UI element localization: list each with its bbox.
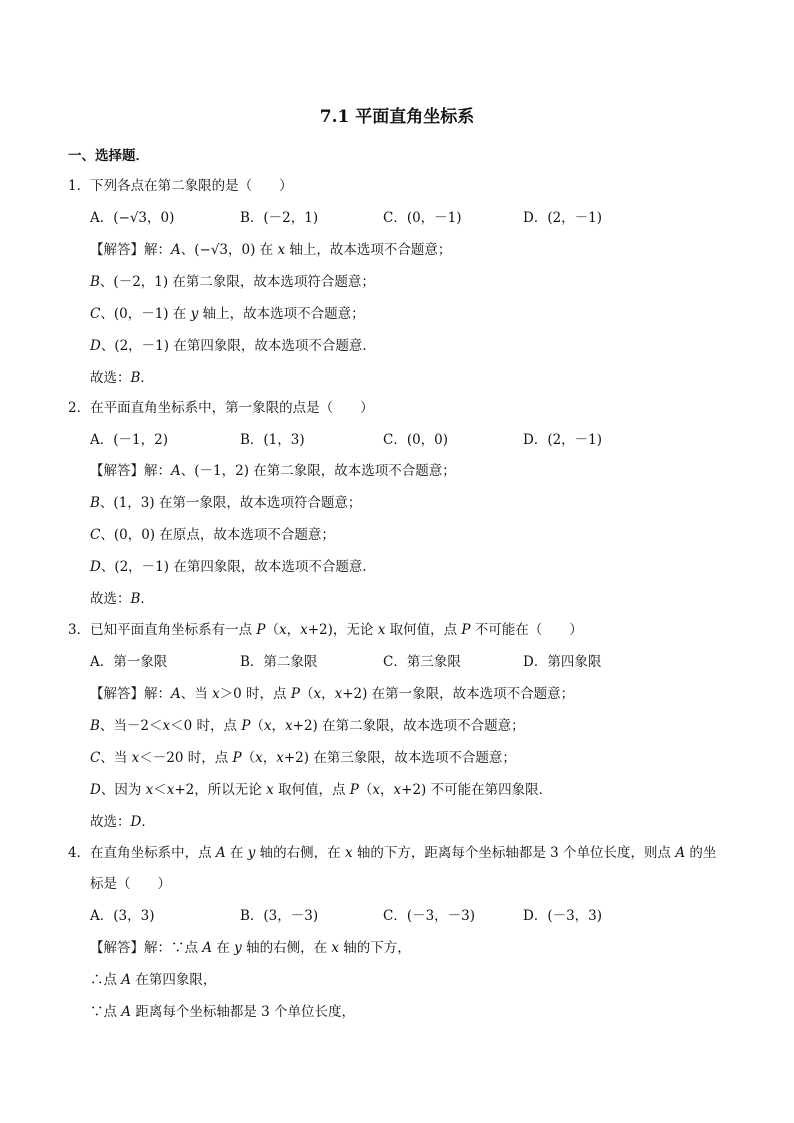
text-fragment: 取何值，点 xyxy=(385,622,462,638)
math-variable: P xyxy=(232,750,242,766)
math-variable: D xyxy=(130,814,142,830)
math-variable: x xyxy=(377,622,386,638)
text-fragment: +2) 在第二象限，故本选项不合题意； xyxy=(292,718,525,734)
text-fragment: ∵点 xyxy=(90,1004,122,1020)
math-variable: x xyxy=(277,242,286,258)
math-variable: x xyxy=(334,686,343,702)
question-3-conclusion xyxy=(90,813,155,831)
text-fragment: 、因为 xyxy=(100,782,146,798)
question-1-answer-line xyxy=(90,241,451,259)
question-2-option-d: D．(2，－1) xyxy=(523,432,603,448)
question-4-answer-line xyxy=(90,939,411,957)
question-2-answer-line xyxy=(90,494,361,512)
math-variable: x xyxy=(344,845,353,861)
question-2-option-b: B．(1，3) xyxy=(240,432,305,448)
text-fragment: （ xyxy=(241,750,256,766)
text-fragment: +2，所以无论 xyxy=(174,782,267,798)
text-fragment: 轴上，故本选项不合题意； xyxy=(285,242,452,258)
text-fragment: （ xyxy=(299,686,314,702)
math-variable: x xyxy=(393,782,402,798)
question-3-answer-line xyxy=(90,685,574,703)
text-fragment: 轴的右侧，在 xyxy=(255,845,345,861)
question-1-stem: 1．下列各点在第二象限的是（ ） xyxy=(68,178,293,194)
question-3-stem xyxy=(68,621,583,639)
math-variable: A xyxy=(171,463,181,479)
math-variable: x xyxy=(266,782,274,798)
math-variable: A xyxy=(121,1004,132,1020)
question-3-answer-line xyxy=(90,717,525,735)
math-variable: x xyxy=(131,750,140,766)
text-fragment: 、当－2＜ xyxy=(99,718,163,734)
text-fragment: 、(1，3) 在第一象限，故本选项符合题意； xyxy=(99,495,362,511)
math-variable: D xyxy=(90,559,101,575)
text-fragment: （ xyxy=(250,718,264,734)
question-2-answer-line xyxy=(90,526,335,544)
text-fragment: 在第四象限， xyxy=(131,972,217,988)
math-variable: A xyxy=(675,845,686,861)
math-variable: y xyxy=(247,845,256,861)
math-variable: P xyxy=(461,622,471,638)
text-fragment: 3．已知平面直角坐标系有一点 xyxy=(68,622,257,638)
text-fragment: 距离每个坐标轴都是 3 个单位长度， xyxy=(131,1004,356,1020)
text-fragment: ， xyxy=(271,718,286,734)
text-fragment: 故选： xyxy=(90,814,131,830)
question-3-answer-line xyxy=(90,749,516,767)
math-variable: C xyxy=(90,527,101,543)
math-variable: x xyxy=(145,782,154,798)
math-variable: x xyxy=(372,782,381,798)
text-fragment: ∴点 xyxy=(90,972,122,988)
text-fragment: 轴的右侧，在 xyxy=(241,940,332,956)
question-3-option-b: B．第二象限 xyxy=(240,654,318,670)
text-fragment: +2)，无论 xyxy=(307,622,378,638)
text-fragment: ． xyxy=(140,591,154,607)
text-fragment: 轴的下方， xyxy=(339,940,411,956)
question-3-option-c: C．第三象限 xyxy=(383,654,461,670)
text-fragment: ＜ xyxy=(153,782,167,798)
page-title: 7.1 平面直角坐标系 xyxy=(319,107,475,127)
question-4-stem xyxy=(68,844,716,862)
question-4-option-c: C．(－3，－3) xyxy=(383,908,476,924)
math-variable: D xyxy=(90,338,101,354)
math-variable: P xyxy=(290,686,300,702)
question-1-option-b: B．(－2，1) xyxy=(240,210,319,226)
math-variable: P xyxy=(241,718,251,734)
math-variable: y xyxy=(234,940,242,956)
math-variable: x xyxy=(212,686,220,702)
text-fragment: 4．在直角坐标系中，点 xyxy=(68,845,216,861)
math-variable: x xyxy=(263,718,272,734)
question-2-answer-line xyxy=(90,462,456,480)
math-variable: x xyxy=(278,622,287,638)
text-fragment: 【解答】解： xyxy=(90,463,171,479)
text-fragment: 、(−√3，0) 在 xyxy=(180,242,278,258)
text-fragment: 【解答】解：∵点 xyxy=(90,940,203,956)
text-fragment: ＜－20 时，点 xyxy=(139,750,233,766)
math-variable: C xyxy=(90,750,101,766)
text-fragment: ， xyxy=(262,750,277,766)
text-fragment: ， xyxy=(286,622,301,638)
question-4-option-b: B．(3，－3) xyxy=(240,908,319,924)
math-variable: x xyxy=(166,782,175,798)
text-fragment: 故选： xyxy=(90,370,131,386)
text-fragment: 【解答】解： xyxy=(90,686,171,702)
text-fragment: 、(－1，2) 在第二象限，故本选项不合题意； xyxy=(180,463,456,479)
text-fragment: 、当 xyxy=(180,686,213,702)
question-2-option-a: A．(－1，2) xyxy=(90,432,168,448)
text-fragment: 的坐 xyxy=(685,845,717,861)
math-variable: B xyxy=(130,370,141,386)
question-1-answer-line xyxy=(90,305,365,323)
question-2-answer-line xyxy=(90,558,376,576)
text-fragment: 、(2，－1) 在第四象限，故本选项不合题意． xyxy=(100,559,376,575)
text-fragment: +2) 在第一象限，故本选项不合题意； xyxy=(342,686,575,702)
math-variable: x xyxy=(162,718,171,734)
question-3-answer-line xyxy=(90,781,552,799)
math-variable: x xyxy=(313,686,322,702)
text-fragment: 故选： xyxy=(90,591,131,607)
math-variable: C xyxy=(90,306,101,322)
math-variable: A xyxy=(215,845,226,861)
question-2-option-c: C．(0，0) xyxy=(383,432,449,448)
question-3-option-d: D．第四象限 xyxy=(523,654,602,670)
math-variable: A xyxy=(202,940,213,956)
math-variable: x xyxy=(331,940,339,956)
math-variable: A xyxy=(171,686,181,702)
question-1-option-c: C．(0，－1) xyxy=(383,210,462,226)
math-variable: x xyxy=(276,750,284,766)
text-fragment: 、(0，0) 在原点，故本选项不合题意； xyxy=(100,527,335,543)
math-variable: B xyxy=(90,274,100,290)
math-variable: D xyxy=(90,782,101,798)
text-fragment: +2) 不可能在第四象限． xyxy=(401,782,553,798)
question-1-answer-line xyxy=(90,273,375,291)
question-1-option-a: A．(−√3，0) xyxy=(90,210,175,226)
text-fragment: 不可能在（ ） xyxy=(470,622,583,638)
text-fragment: ， xyxy=(321,686,335,702)
text-fragment: ＜0 时，点 xyxy=(170,718,242,734)
text-fragment: 轴的下方，距离每个坐标轴都是 3 个单位长度，则点 xyxy=(352,845,676,861)
text-fragment: （ xyxy=(265,622,279,638)
text-fragment: 、当 xyxy=(100,750,132,766)
text-fragment: +2) 在第三象限，故本选项不合题意； xyxy=(283,750,516,766)
section-heading: 一、选择题． xyxy=(68,148,149,164)
text-fragment: 取何值，点 xyxy=(273,782,350,798)
question-4-answer-line xyxy=(90,971,216,989)
text-fragment: ＞0 时，点 xyxy=(219,686,291,702)
question-1-option-d: D．(2，－1) xyxy=(523,210,603,226)
text-fragment: ， xyxy=(380,782,394,798)
question-4-option-d: D．(－3，3) xyxy=(523,908,603,924)
text-fragment: 【解答】解： xyxy=(90,242,171,258)
question-2-conclusion xyxy=(90,590,154,608)
math-variable: x xyxy=(285,718,293,734)
math-variable: P xyxy=(349,782,359,798)
text-fragment: ． xyxy=(140,370,154,386)
text-fragment: 、(0，－1) 在 xyxy=(100,306,191,322)
math-variable: A xyxy=(171,242,181,258)
math-variable: B xyxy=(130,591,141,607)
text-fragment: 、(2，－1) 在第四象限，故本选项不合题意． xyxy=(100,338,376,354)
math-variable: x xyxy=(300,622,308,638)
math-variable: B xyxy=(90,718,100,734)
question-3-option-a: A．第一象限 xyxy=(90,654,168,670)
math-variable: P xyxy=(256,622,266,638)
text-fragment: 轴上，故本选项不合题意； xyxy=(198,306,365,322)
question-1-conclusion xyxy=(90,369,154,387)
text-fragment: 在 xyxy=(225,845,248,861)
question-2-stem: 2．在平面直角坐标系中，第一象限的点是（ ） xyxy=(68,400,374,416)
math-variable: y xyxy=(190,306,199,322)
math-variable: A xyxy=(121,972,132,988)
question-1-answer-line xyxy=(90,337,376,355)
text-fragment: 、(－2，1) 在第二象限，故本选项符合题意； xyxy=(99,274,375,290)
question-4-stem-continued: 标是（ ） xyxy=(90,876,171,892)
math-variable: x xyxy=(255,750,263,766)
text-fragment: 在 xyxy=(212,940,235,956)
text-fragment: （ xyxy=(358,782,373,798)
question-4-option-a: A．(3，3) xyxy=(90,908,155,924)
text-fragment: ． xyxy=(141,814,155,830)
math-variable: B xyxy=(90,495,100,511)
question-4-answer-line xyxy=(90,1003,355,1021)
